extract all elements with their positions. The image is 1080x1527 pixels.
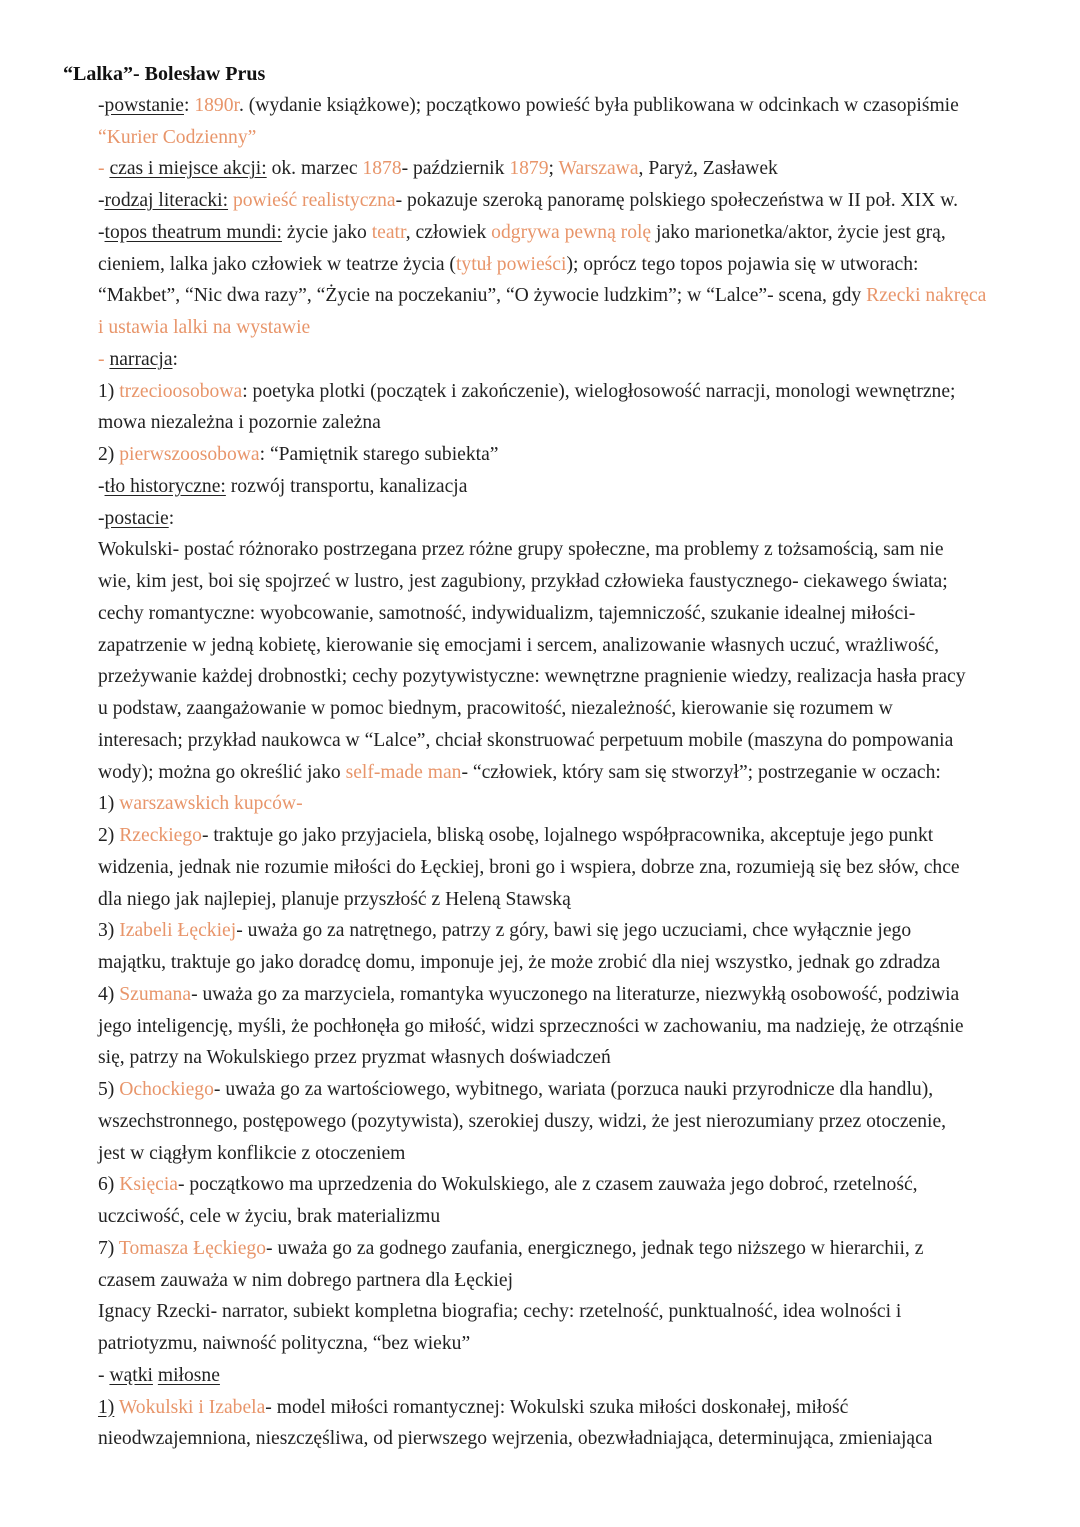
text-line xyxy=(98,348,178,372)
text-line xyxy=(98,538,944,562)
text-line xyxy=(98,380,956,404)
text-segment: 2) xyxy=(98,825,120,846)
underlined-label: postacie xyxy=(104,507,169,529)
text-segment: ); oprócz tego topos pojawia się w utworach: xyxy=(566,253,919,275)
text-line xyxy=(98,919,911,943)
text-segment: - xyxy=(98,507,105,529)
highlighted-text: warszawskich kupców- xyxy=(119,793,303,815)
text-segment: : xyxy=(183,94,195,116)
highlighted-text: - xyxy=(98,348,110,370)
highlighted-text: trzecioosobowa xyxy=(119,380,243,402)
highlighted-text: teatr xyxy=(371,221,406,243)
text-line xyxy=(98,1427,933,1451)
text-segment: wody); można go określić jako xyxy=(98,761,346,783)
highlighted-text: Izabeli Łęckiej xyxy=(119,920,237,942)
text-line xyxy=(98,1396,848,1420)
text-segment: 3) xyxy=(98,920,120,942)
text-segment: - xyxy=(98,190,105,211)
text-line xyxy=(98,888,571,912)
text-segment: zapatrzenie w jedną kobietę, kierowanie się emocjami i sercem, analizowanie własnych uczuć, wrażliwość, xyxy=(98,634,940,656)
text-line xyxy=(98,126,256,150)
underlined-label: topos theatrum mundi: xyxy=(104,221,282,243)
text-segment: interesach; przykład naukowca w “Lalce”, chciał skonstruować perpetuum mobile (maszyna do pompowania xyxy=(98,729,954,751)
text-segment: patriotyzmu, naiwność polityczna, “bez wieku” xyxy=(98,1333,471,1354)
text-segment: - uważa go za godnego zaufania, energicznego, jednak tego niższego w hierarchii, z xyxy=(266,1237,924,1259)
text-segment: uczciwość, cele w życiu, brak materializmu xyxy=(98,1206,441,1227)
highlighted-text: Wokulski i Izabela xyxy=(118,1396,266,1418)
text-segment: cechy romantyczne: wyobcowanie, samotność, indywidualizm, tajemniczość, szukanie idealnej miłości- xyxy=(98,602,916,624)
text-line xyxy=(98,697,893,721)
text-segment: - uważa go za natrętnego, patrzy z góry, bawi się jego uczuciami, chce wyłącznie jego xyxy=(236,920,912,942)
text-segment: - “człowiek, który sam się stworzył”; postrzeganie w oczach: xyxy=(461,761,941,783)
text-segment: widzenia, jednak nie rozumie miłości do Łęckiej, broni go i wspiera, dobrze zna, rozumieją się bez słów, chce xyxy=(98,856,960,878)
text-line xyxy=(98,634,939,658)
text-segment: “Makbet”, “Nic dwa razy”, “Życie na poczekaniu”, “O żywocie ludzkim”; w “Lalce”- scena, gdy xyxy=(98,285,867,307)
text-segment: - uważa go za wartościowego, wybitnego, wariata (porzuca nauki przyrodnicze dla handlu), xyxy=(213,1079,934,1100)
underlined-label: czas i miejsce akcji: xyxy=(109,158,267,180)
text-segment: jako marionetka/aktor, życie jest grą, xyxy=(651,221,946,243)
text-line xyxy=(98,221,946,245)
text-line xyxy=(98,284,986,308)
text-line xyxy=(98,1173,918,1197)
text-line xyxy=(98,792,303,816)
text-line xyxy=(98,189,958,213)
highlighted-text: odgrywa pewną rolę xyxy=(491,221,652,243)
text-segment: 7) xyxy=(98,1237,119,1259)
text-line xyxy=(98,824,933,848)
text-line xyxy=(98,253,918,277)
text-segment: cieniem, lalka jako człowiek w teatrze życia ( xyxy=(98,253,456,275)
text-line xyxy=(98,983,959,1007)
text-segment: Ignacy Rzecki- narrator, subiekt kompletna biografia; cechy: rzetelność, punktualność, idea wolności i xyxy=(98,1301,902,1323)
text-line xyxy=(98,411,381,435)
highlighted-text: Tomasza Łęckiego xyxy=(118,1237,267,1259)
text-line xyxy=(98,94,959,118)
underlined-label: powstanie xyxy=(104,94,184,116)
text-segment: Wokulski- postać różnorako postrzegana przez różne grupy społeczne, ma problemy z tożsamością, sam nie xyxy=(98,539,944,561)
text-segment: - początkowo ma uprzedzenia do Wokulskiego, ale z czasem zauważa jego dobroć, rzetelność, xyxy=(178,1174,918,1196)
highlighted-text: Rzeckiego xyxy=(119,825,202,846)
text-line xyxy=(98,475,467,499)
highlighted-text: pierwszoosobowa xyxy=(119,444,260,465)
text-line xyxy=(98,570,948,594)
text-segment: 2) xyxy=(98,444,120,465)
text-segment: - model miłości romantycznej: Wokulski szuka miłości doskonałej, miłość xyxy=(265,1396,849,1418)
text-segment: jego inteligencję, myśli, że pochłonęła go miłość, widzi sprzeczności w zachowaniu, ma nadzieję, że otrząśnie xyxy=(98,1015,964,1037)
text-segment: życie jako xyxy=(281,221,372,243)
document-title xyxy=(63,62,265,86)
highlighted-text: 1890r xyxy=(194,94,239,116)
text-line xyxy=(98,665,966,689)
text-line xyxy=(98,1046,611,1070)
text-line xyxy=(98,443,499,467)
text-segment: majątku, traktuje go jako doradcę domu, imponuje jej, że może zrobić dla niej wszystko, jednak go zdradza xyxy=(98,952,941,973)
text-segment: “Lalka”- Bolesław Prus xyxy=(63,63,266,85)
text-line xyxy=(98,507,174,531)
underlined-label: rodzaj literacki: xyxy=(104,190,229,211)
text-line xyxy=(98,1332,470,1356)
text-line xyxy=(98,157,778,181)
text-segment: 1) xyxy=(98,380,120,402)
text-segment: u podstaw, zaangażowanie w pomoc biednym, pracowitość, niezależność, kierowanie się rozumem w xyxy=(98,698,893,719)
text-segment: 1) xyxy=(98,793,120,815)
text-segment: - uważa go za marzyciela, romantyka wyuczonego na literaturze, niezwykłą osobowość, podziwia xyxy=(191,983,960,1005)
text-line xyxy=(98,1364,220,1388)
text-segment: , Paryż, Zasławek xyxy=(638,158,778,180)
text-segment: : “Pamiętnik starego subiekta” xyxy=(259,444,499,465)
text-segment: : xyxy=(168,507,175,529)
underlined-label: miłosne xyxy=(157,1364,220,1386)
text-segment: wszechstronnego, postępowego (pozytywista), szerokiej duszy, widzi, że jest nierozumiany przez otoczenie, xyxy=(98,1110,947,1132)
text-segment: mowa niezależna i pozornie zależna xyxy=(98,412,381,434)
highlighted-text: 1879 xyxy=(509,158,549,180)
underlined-label: narracja xyxy=(109,348,173,370)
text-line xyxy=(98,1237,923,1261)
text-line xyxy=(98,729,953,753)
text-segment: ; xyxy=(548,158,559,180)
text-segment: - traktuje go jako przyjaciela, bliską osobę, lojalnego współpracownika, akceptuje jego punkt xyxy=(201,825,934,846)
text-line xyxy=(98,316,310,340)
highlighted-text: Ochockiego xyxy=(119,1079,214,1100)
highlighted-text: - xyxy=(98,158,110,180)
text-segment: 5) xyxy=(98,1079,120,1100)
highlighted-text: self-made man xyxy=(345,761,462,783)
text-segment: . (wydanie książkowe); początkowo powieść była publikowana w odcinkach w czasopiśmie xyxy=(238,94,959,116)
text-segment: jest w ciągłym konflikcie z otoczeniem xyxy=(98,1142,406,1164)
text-segment: - październik xyxy=(401,158,510,180)
text-line xyxy=(98,761,941,785)
highlighted-text: i ustawia lalki na wystawie xyxy=(98,317,311,338)
text-segment: - xyxy=(98,94,105,116)
highlighted-text: Rzecki nakręca xyxy=(866,285,987,307)
text-segment: - xyxy=(98,221,105,243)
text-line xyxy=(98,1110,946,1134)
text-segment: : poetyka plotki (początek i zakończenie), wielogłosowość narracji, monologi wewnętrzne; xyxy=(242,380,956,402)
text-line xyxy=(98,1142,405,1166)
text-line xyxy=(98,1205,440,1229)
text-segment: rozwój transportu, kanalizacja xyxy=(225,475,468,497)
underlined-label: tło historyczne: xyxy=(104,475,226,497)
text-segment: , człowiek xyxy=(405,221,492,243)
underlined-label: wątki xyxy=(109,1364,153,1386)
text-segment: się, patrzy na Wokulskiego przez pryzmat własnych doświadczeń xyxy=(98,1047,611,1069)
text-line xyxy=(98,1269,513,1293)
highlighted-text: 1878 xyxy=(362,158,402,180)
highlighted-text: Szumana xyxy=(119,983,192,1005)
underlined-label: 1) xyxy=(98,1396,115,1418)
text-segment: 6) xyxy=(98,1174,120,1196)
text-segment: - pokazuje szeroką panoramę polskiego społeczeństwa w II poł. XIX w. xyxy=(395,190,959,211)
highlighted-text: Warszawa xyxy=(558,158,639,180)
text-segment: - xyxy=(98,1364,110,1386)
text-segment: czasem zauważa w nim dobrego partnera dla Łęckiej xyxy=(98,1269,514,1291)
highlighted-text: powieść realistyczna xyxy=(232,190,396,211)
text-line xyxy=(98,951,940,975)
text-segment: nieodwzajemniona, nieszczęśliwa, od pierwszego wejrzenia, obezwładniająca, determinująca, zmieniająca xyxy=(98,1428,933,1450)
text-line xyxy=(98,1300,901,1324)
text-segment: dla niego jak najlepiej, planuje przyszłość z Heleną Stawską xyxy=(98,888,571,910)
highlighted-text: Księcia xyxy=(119,1174,178,1196)
text-segment: przeżywanie każdej drobnostki; cechy pozytywistyczne: wewnętrzne pragnienie wiedzy, realizacja hasła pracy xyxy=(98,666,966,688)
text-segment: 4) xyxy=(98,983,120,1005)
text-line xyxy=(98,1015,964,1039)
highlighted-text: tytuł powieści xyxy=(455,253,567,275)
text-segment: - xyxy=(98,475,105,497)
text-segment: : xyxy=(172,348,178,370)
text-line xyxy=(98,1078,933,1102)
text-line xyxy=(98,856,960,880)
highlighted-text: “Kurier Codzienny” xyxy=(98,126,257,148)
text-line xyxy=(98,602,915,626)
text-segment: ok. marzec xyxy=(266,158,363,180)
text-segment: wie, kim jest, boi się spojrzeć w lustro, jest zagubiony, przykład człowieka faustycznego- ciekawego świata; xyxy=(98,571,948,592)
